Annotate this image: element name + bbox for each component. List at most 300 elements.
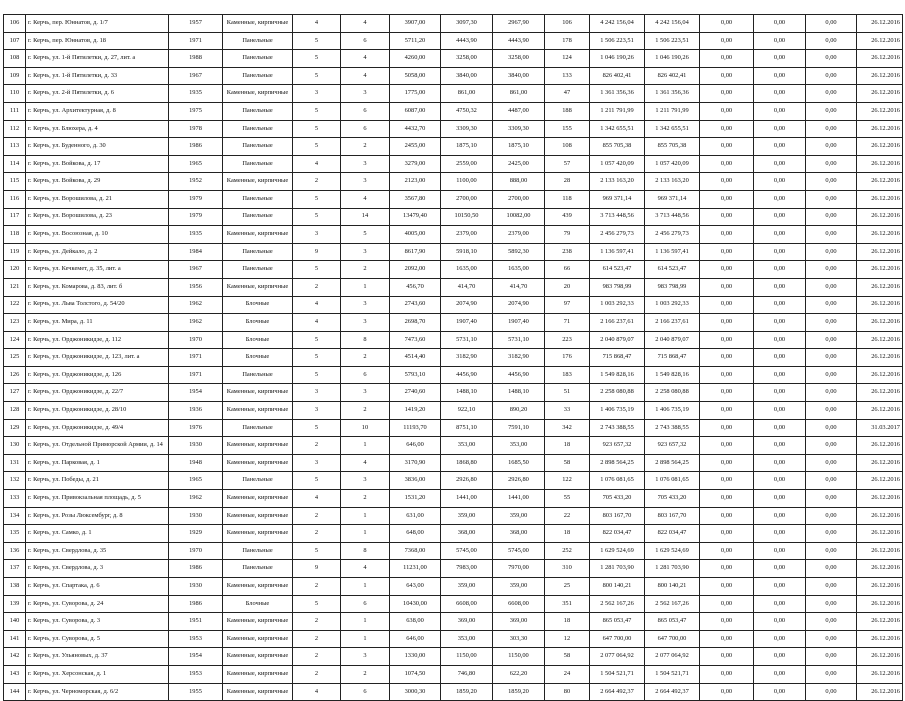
residential-area-cell: 1635,00 (493, 261, 545, 279)
floors-cell: 5 (293, 595, 341, 613)
table-row (4, 665, 903, 683)
row-number-cell: 136 (4, 542, 26, 560)
premises-area-cell: 1100,00 (441, 173, 493, 191)
address-cell: г. Керчь, ул. Свердлова, д. 3 (26, 560, 169, 578)
table-row (4, 278, 903, 296)
residential-area-cell: 359,00 (493, 507, 545, 525)
table-row (4, 261, 903, 279)
regional-funds-cell: 2 166 237,61 (645, 314, 700, 332)
residents-cell: 439 (545, 208, 590, 226)
residents-cell: 20 (545, 278, 590, 296)
total-area-cell: 2455,00 (390, 138, 441, 156)
federal-funds-cell: 0,00 (700, 120, 754, 138)
owner-funds-cell: 0,00 (806, 525, 857, 543)
wall-material-cell: Каменные, кирпичные (223, 226, 293, 244)
wall-material-cell: Каменные, кирпичные (223, 85, 293, 103)
year-built-cell: 1975 (169, 102, 223, 120)
total-cost-cell: 2 898 564,25 (590, 454, 645, 472)
regional-funds-cell: 2 456 279,73 (645, 226, 700, 244)
floors-cell: 2 (293, 507, 341, 525)
municipal-funds-cell: 0,00 (754, 665, 806, 683)
municipal-funds-cell: 0,00 (754, 138, 806, 156)
total-cost-cell: 2 040 879,07 (590, 331, 645, 349)
entrances-cell: 1 (341, 507, 390, 525)
entrances-cell: 3 (341, 173, 390, 191)
owner-funds-cell: 0,00 (806, 261, 857, 279)
completion-date-cell: 26.12.2016 (857, 226, 903, 244)
residential-area-cell: 353,00 (493, 437, 545, 455)
municipal-funds-cell: 0,00 (754, 155, 806, 173)
residential-area-cell: 1875,10 (493, 138, 545, 156)
year-built-cell: 1962 (169, 490, 223, 508)
floors-cell: 4 (293, 15, 341, 33)
residential-area-cell: 1441,00 (493, 490, 545, 508)
municipal-funds-cell: 0,00 (754, 173, 806, 191)
year-built-cell: 1951 (169, 613, 223, 631)
entrances-cell: 6 (341, 366, 390, 384)
wall-material-cell: Каменные, кирпичные (223, 278, 293, 296)
municipal-funds-cell: 0,00 (754, 85, 806, 103)
total-area-cell: 2092,00 (390, 261, 441, 279)
regional-funds-cell: 865 053,47 (645, 613, 700, 631)
federal-funds-cell: 0,00 (700, 542, 754, 560)
table-row (4, 683, 903, 701)
total-cost-cell: 983 798,99 (590, 278, 645, 296)
table-row (4, 173, 903, 191)
total-area-cell: 7473,60 (390, 331, 441, 349)
municipal-funds-cell: 0,00 (754, 50, 806, 68)
table-row (4, 190, 903, 208)
entrances-cell: 10 (341, 419, 390, 437)
total-cost-cell: 2 664 492,37 (590, 683, 645, 701)
completion-date-cell: 26.12.2016 (857, 296, 903, 314)
floors-cell: 4 (293, 296, 341, 314)
table-row (4, 366, 903, 384)
total-area-cell: 2123,00 (390, 173, 441, 191)
entrances-cell: 2 (341, 261, 390, 279)
wall-material-cell: Панельные (223, 102, 293, 120)
completion-date-cell: 26.12.2016 (857, 349, 903, 367)
premises-area-cell: 3258,00 (441, 50, 493, 68)
municipal-funds-cell: 0,00 (754, 560, 806, 578)
table-row (4, 138, 903, 156)
regional-funds-cell: 1 076 081,65 (645, 472, 700, 490)
federal-funds-cell: 0,00 (700, 525, 754, 543)
total-cost-cell: 1 076 081,65 (590, 472, 645, 490)
floors-cell: 3 (293, 384, 341, 402)
row-number-cell: 107 (4, 32, 26, 50)
row-number-cell: 106 (4, 15, 26, 33)
floors-cell: 5 (293, 190, 341, 208)
entrances-cell: 6 (341, 32, 390, 50)
wall-material-cell: Панельные (223, 560, 293, 578)
completion-date-cell: 26.12.2016 (857, 384, 903, 402)
municipal-funds-cell: 0,00 (754, 261, 806, 279)
total-area-cell: 11231,00 (390, 560, 441, 578)
table-row (4, 243, 903, 261)
residents-cell: 108 (545, 138, 590, 156)
premises-area-cell: 5918,10 (441, 243, 493, 261)
total-area-cell: 1531,20 (390, 490, 441, 508)
entrances-cell: 3 (341, 85, 390, 103)
residential-area-cell: 2926,80 (493, 472, 545, 490)
floors-cell: 2 (293, 525, 341, 543)
premises-area-cell: 4750,32 (441, 102, 493, 120)
completion-date-cell: 26.12.2016 (857, 437, 903, 455)
total-cost-cell: 1 057 420,09 (590, 155, 645, 173)
row-number-cell: 118 (4, 226, 26, 244)
address-cell: г. Керчь, ул. Мира, д. 11 (26, 314, 169, 332)
federal-funds-cell: 0,00 (700, 437, 754, 455)
year-built-cell: 1952 (169, 173, 223, 191)
total-area-cell: 8617,90 (390, 243, 441, 261)
total-cost-cell: 1 211 791,99 (590, 102, 645, 120)
address-cell: г. Керчь, ул. Суворова, д. 24 (26, 595, 169, 613)
completion-date-cell: 26.12.2016 (857, 67, 903, 85)
wall-material-cell: Каменные, кирпичные (223, 630, 293, 648)
federal-funds-cell: 0,00 (700, 314, 754, 332)
completion-date-cell: 26.12.2016 (857, 208, 903, 226)
completion-date-cell: 26.12.2016 (857, 50, 903, 68)
regional-funds-cell: 2 664 492,37 (645, 683, 700, 701)
owner-funds-cell: 0,00 (806, 296, 857, 314)
residents-cell: 238 (545, 243, 590, 261)
federal-funds-cell: 0,00 (700, 472, 754, 490)
wall-material-cell: Каменные, кирпичные (223, 525, 293, 543)
residential-area-cell: 888,00 (493, 173, 545, 191)
residents-cell: 178 (545, 32, 590, 50)
total-cost-cell: 2 133 163,20 (590, 173, 645, 191)
wall-material-cell: Панельные (223, 261, 293, 279)
year-built-cell: 1984 (169, 243, 223, 261)
entrances-cell: 6 (341, 595, 390, 613)
federal-funds-cell: 0,00 (700, 419, 754, 437)
row-number-cell: 141 (4, 630, 26, 648)
entrances-cell: 3 (341, 648, 390, 666)
completion-date-cell: 26.12.2016 (857, 314, 903, 332)
year-built-cell: 1930 (169, 437, 223, 455)
total-cost-cell: 1 506 223,51 (590, 32, 645, 50)
wall-material-cell: Блочные (223, 595, 293, 613)
federal-funds-cell: 0,00 (700, 366, 754, 384)
premises-area-cell: 5731,10 (441, 331, 493, 349)
table-row (4, 155, 903, 173)
wall-material-cell: Панельные (223, 472, 293, 490)
federal-funds-cell: 0,00 (700, 630, 754, 648)
table-row (4, 67, 903, 85)
residents-cell: 28 (545, 173, 590, 191)
federal-funds-cell: 0,00 (700, 349, 754, 367)
residential-area-cell: 622,20 (493, 665, 545, 683)
total-area-cell: 631,00 (390, 507, 441, 525)
total-cost-cell: 923 657,32 (590, 437, 645, 455)
wall-material-cell: Блочные (223, 349, 293, 367)
address-cell: г. Керчь, ул. Привокзальная площадь, д. 5 (26, 490, 169, 508)
floors-cell: 5 (293, 102, 341, 120)
row-number-cell: 132 (4, 472, 26, 490)
total-cost-cell: 4 242 156,04 (590, 15, 645, 33)
municipal-funds-cell: 0,00 (754, 190, 806, 208)
floors-cell: 5 (293, 138, 341, 156)
residential-area-cell: 2074,90 (493, 296, 545, 314)
row-number-cell: 144 (4, 683, 26, 701)
municipal-funds-cell: 0,00 (754, 507, 806, 525)
floors-cell: 5 (293, 366, 341, 384)
premises-area-cell: 746,80 (441, 665, 493, 683)
residential-area-cell: 1150,00 (493, 648, 545, 666)
address-cell: г. Керчь, ул. Комарова, д. 83, лит. б (26, 278, 169, 296)
floors-cell: 2 (293, 613, 341, 631)
wall-material-cell: Панельные (223, 208, 293, 226)
row-number-cell: 138 (4, 578, 26, 596)
premises-area-cell: 1875,10 (441, 138, 493, 156)
year-built-cell: 1965 (169, 155, 223, 173)
total-area-cell: 4005,00 (390, 226, 441, 244)
total-area-cell: 646,00 (390, 630, 441, 648)
premises-area-cell: 10150,50 (441, 208, 493, 226)
total-cost-cell: 1 046 190,26 (590, 50, 645, 68)
federal-funds-cell: 0,00 (700, 190, 754, 208)
wall-material-cell: Панельные (223, 50, 293, 68)
owner-funds-cell: 0,00 (806, 85, 857, 103)
residents-cell: 18 (545, 437, 590, 455)
year-built-cell: 1936 (169, 402, 223, 420)
federal-funds-cell: 0,00 (700, 173, 754, 191)
regional-funds-cell: 803 167,70 (645, 507, 700, 525)
regional-funds-cell: 3 713 448,56 (645, 208, 700, 226)
residential-area-cell: 890,20 (493, 402, 545, 420)
total-area-cell: 5058,00 (390, 67, 441, 85)
wall-material-cell: Каменные, кирпичные (223, 437, 293, 455)
entrances-cell: 1 (341, 578, 390, 596)
owner-funds-cell: 0,00 (806, 578, 857, 596)
table-row (4, 102, 903, 120)
total-area-cell: 13479,40 (390, 208, 441, 226)
residential-area-cell: 3840,00 (493, 67, 545, 85)
federal-funds-cell: 0,00 (700, 331, 754, 349)
total-cost-cell: 2 258 080,88 (590, 384, 645, 402)
address-cell: г. Керчь, ул. Орджоникидзе, д. 49/4 (26, 419, 169, 437)
address-cell: г. Керчь, ул. Орджоникидзе, д. 112 (26, 331, 169, 349)
total-area-cell: 7368,00 (390, 542, 441, 560)
federal-funds-cell: 0,00 (700, 278, 754, 296)
table-row (4, 578, 903, 596)
residents-cell: 18 (545, 613, 590, 631)
owner-funds-cell: 0,00 (806, 190, 857, 208)
wall-material-cell: Панельные (223, 243, 293, 261)
table-row (4, 525, 903, 543)
year-built-cell: 1930 (169, 578, 223, 596)
municipal-funds-cell: 0,00 (754, 226, 806, 244)
entrances-cell: 3 (341, 314, 390, 332)
total-area-cell: 3170,90 (390, 454, 441, 472)
table-row (4, 630, 903, 648)
address-cell: г. Керчь, ул. Ульяновых, д. 37 (26, 648, 169, 666)
row-number-cell: 123 (4, 314, 26, 332)
address-cell: г. Керчь, ул. Суворова, д. 3 (26, 613, 169, 631)
floors-cell: 2 (293, 630, 341, 648)
row-number-cell: 133 (4, 490, 26, 508)
premises-area-cell: 3182,90 (441, 349, 493, 367)
floors-cell: 5 (293, 50, 341, 68)
regional-funds-cell: 614 523,47 (645, 261, 700, 279)
total-cost-cell: 826 402,41 (590, 67, 645, 85)
completion-date-cell: 26.12.2016 (857, 190, 903, 208)
federal-funds-cell: 0,00 (700, 226, 754, 244)
federal-funds-cell: 0,00 (700, 208, 754, 226)
federal-funds-cell: 0,00 (700, 560, 754, 578)
floors-cell: 5 (293, 32, 341, 50)
residents-cell: 133 (545, 67, 590, 85)
completion-date-cell: 26.12.2016 (857, 613, 903, 631)
residents-cell: 51 (545, 384, 590, 402)
total-cost-cell: 715 868,47 (590, 349, 645, 367)
row-number-cell: 119 (4, 243, 26, 261)
entrances-cell: 8 (341, 542, 390, 560)
premises-area-cell: 2074,90 (441, 296, 493, 314)
residential-area-cell: 7591,10 (493, 419, 545, 437)
wall-material-cell: Каменные, кирпичные (223, 648, 293, 666)
year-built-cell: 1948 (169, 454, 223, 472)
residents-cell: 33 (545, 402, 590, 420)
premises-area-cell: 369,00 (441, 613, 493, 631)
table-row (4, 296, 903, 314)
residential-area-cell: 5731,10 (493, 331, 545, 349)
premises-area-cell: 353,00 (441, 630, 493, 648)
municipal-funds-cell: 0,00 (754, 331, 806, 349)
residential-area-cell: 3182,90 (493, 349, 545, 367)
table-row (4, 208, 903, 226)
year-built-cell: 1935 (169, 226, 223, 244)
owner-funds-cell: 0,00 (806, 15, 857, 33)
address-cell: г. Керчь, ул. Спартака, д. 6 (26, 578, 169, 596)
municipal-funds-cell: 0,00 (754, 384, 806, 402)
floors-cell: 3 (293, 402, 341, 420)
floors-cell: 4 (293, 683, 341, 701)
year-built-cell: 1967 (169, 67, 223, 85)
year-built-cell: 1962 (169, 314, 223, 332)
completion-date-cell: 26.12.2016 (857, 331, 903, 349)
regional-funds-cell: 2 077 064,92 (645, 648, 700, 666)
regional-funds-cell: 1 136 597,41 (645, 243, 700, 261)
regional-funds-cell: 1 003 292,33 (645, 296, 700, 314)
address-cell: г. Керчь, ул. Восоюзная, д. 10 (26, 226, 169, 244)
row-number-cell: 115 (4, 173, 26, 191)
regional-funds-cell: 1 406 735,19 (645, 402, 700, 420)
year-built-cell: 1962 (169, 296, 223, 314)
municipal-funds-cell: 0,00 (754, 595, 806, 613)
regional-funds-cell: 1 342 655,51 (645, 120, 700, 138)
table-row (4, 454, 903, 472)
wall-material-cell: Панельные (223, 366, 293, 384)
floors-cell: 2 (293, 173, 341, 191)
floors-cell: 3 (293, 454, 341, 472)
floors-cell: 2 (293, 437, 341, 455)
total-area-cell: 10430,00 (390, 595, 441, 613)
completion-date-cell: 26.12.2016 (857, 507, 903, 525)
owner-funds-cell: 0,00 (806, 402, 857, 420)
municipal-funds-cell: 0,00 (754, 419, 806, 437)
residents-cell: 12 (545, 630, 590, 648)
total-cost-cell: 1 342 655,51 (590, 120, 645, 138)
wall-material-cell: Панельные (223, 67, 293, 85)
year-built-cell: 1976 (169, 419, 223, 437)
row-number-cell: 122 (4, 296, 26, 314)
table-row (4, 490, 903, 508)
row-number-cell: 127 (4, 384, 26, 402)
entrances-cell: 4 (341, 560, 390, 578)
total-cost-cell: 1 504 521,71 (590, 665, 645, 683)
owner-funds-cell: 0,00 (806, 437, 857, 455)
row-number-cell: 140 (4, 613, 26, 631)
year-built-cell: 1965 (169, 472, 223, 490)
premises-area-cell: 3309,30 (441, 120, 493, 138)
table-row (4, 507, 903, 525)
wall-material-cell: Блочные (223, 296, 293, 314)
federal-funds-cell: 0,00 (700, 665, 754, 683)
municipal-funds-cell: 0,00 (754, 102, 806, 120)
completion-date-cell: 26.12.2016 (857, 490, 903, 508)
regional-funds-cell: 826 402,41 (645, 67, 700, 85)
completion-date-cell: 26.12.2016 (857, 595, 903, 613)
residents-cell: 58 (545, 454, 590, 472)
owner-funds-cell: 0,00 (806, 542, 857, 560)
premises-area-cell: 2926,80 (441, 472, 493, 490)
address-cell: г. Керчь, ул. Ворошилова, д. 21 (26, 190, 169, 208)
residential-area-cell: 2425,00 (493, 155, 545, 173)
total-cost-cell: 1 003 292,33 (590, 296, 645, 314)
regional-funds-cell: 647 700,00 (645, 630, 700, 648)
premises-area-cell: 861,00 (441, 85, 493, 103)
regional-funds-cell: 983 798,99 (645, 278, 700, 296)
table-row (4, 648, 903, 666)
completion-date-cell: 26.12.2016 (857, 120, 903, 138)
total-area-cell: 1775,00 (390, 85, 441, 103)
total-area-cell: 4432,70 (390, 120, 441, 138)
wall-material-cell: Блочные (223, 331, 293, 349)
table-row (4, 402, 903, 420)
table-row (4, 384, 903, 402)
residential-area-cell: 4456,90 (493, 366, 545, 384)
address-cell: г. Керчь, ул. Херсонская, д. 1 (26, 665, 169, 683)
premises-area-cell: 1859,20 (441, 683, 493, 701)
row-number-cell: 108 (4, 50, 26, 68)
total-cost-cell: 1 406 735,19 (590, 402, 645, 420)
address-cell: г. Керчь, ул. Отдельной Приморской Армии, д. 14 (26, 437, 169, 455)
premises-area-cell: 5745,00 (441, 542, 493, 560)
year-built-cell: 1971 (169, 349, 223, 367)
federal-funds-cell: 0,00 (700, 261, 754, 279)
housing-register-table (3, 14, 903, 701)
residential-area-cell: 2700,00 (493, 190, 545, 208)
year-built-cell: 1967 (169, 261, 223, 279)
floors-cell: 5 (293, 419, 341, 437)
address-cell: г. Керчь, ул. 1-й Пятилетки, д. 27, лит. а (26, 50, 169, 68)
address-cell: г. Керчь, ул. Победы, д. 21 (26, 472, 169, 490)
total-area-cell: 6087,00 (390, 102, 441, 120)
premises-area-cell: 2379,00 (441, 226, 493, 244)
owner-funds-cell: 0,00 (806, 665, 857, 683)
regional-funds-cell: 715 868,47 (645, 349, 700, 367)
wall-material-cell: Каменные, кирпичные (223, 665, 293, 683)
regional-funds-cell: 800 140,21 (645, 578, 700, 596)
residential-area-cell: 1488,10 (493, 384, 545, 402)
wall-material-cell: Каменные, кирпичные (223, 384, 293, 402)
completion-date-cell: 26.12.2016 (857, 85, 903, 103)
floors-cell: 5 (293, 331, 341, 349)
residents-cell: 80 (545, 683, 590, 701)
total-area-cell: 3279,00 (390, 155, 441, 173)
